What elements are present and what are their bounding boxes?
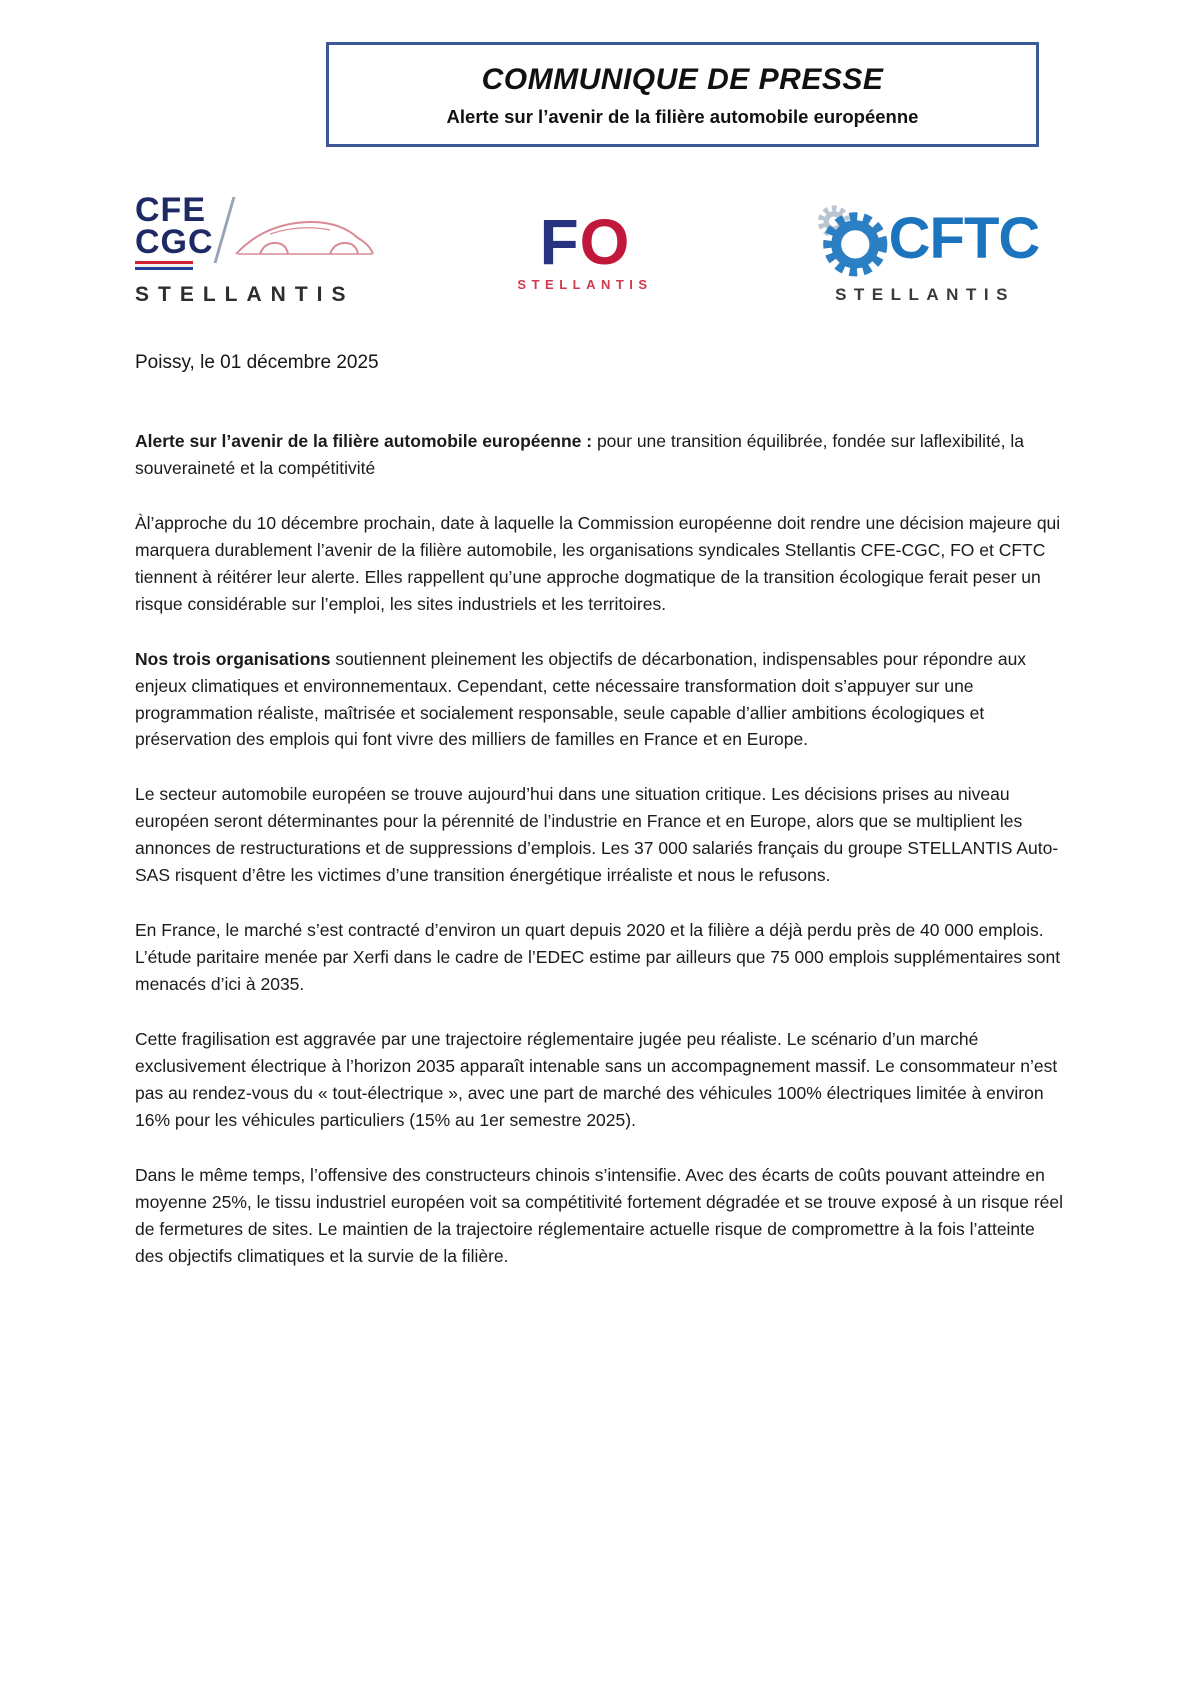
cfe-text: CFE <box>135 190 206 229</box>
cftc-mark <box>785 197 1065 281</box>
fo-letters <box>510 206 660 278</box>
fo-letter-f: F <box>539 206 580 278</box>
body-paragraph <box>135 781 1065 889</box>
document-subtitle: Alerte sur l’avenir de la filière automobile européenne <box>446 106 919 127</box>
gear-icon <box>811 197 895 281</box>
fo-letter-o: O <box>579 206 631 278</box>
stellantis-wordmark: STELLANTIS <box>135 283 355 307</box>
paragraph-text: Àl’approche du 10 décembre prochain, date à laquelle la Commission européenne doit rendre une décision majeure qui marquera durablement l’avenir de la filière automobile, les organisations syndicales Stellantis CFE-CGC, FO et CFTC tiennent à réitérer leur alerte. Elles rappellent qu’une approche dogmatique de la transition écologique ferait peser un risque considérable sur l’emploi, les sites industriels et les territoires. <box>135 512 1061 614</box>
cftc-stellantis-logo <box>785 197 1065 305</box>
logos-row <box>135 180 1065 322</box>
paragraph-text: Le secteur automobile européen se trouve aujourd’hui dans une situation critique. Les décisions prises au niveau européen seront déterminantes pour la pérennité de l’industrie en France et en Europe, alors que se multiplient les annonces de restructurations et de suppressions d’emplois. Les 37 000 salariés français du groupe STELLANTIS Auto-SAS risquent d’être les victimes d’une transition énergétique irréaliste et nous le refusons. <box>135 784 1059 886</box>
body-paragraph <box>135 1026 1065 1134</box>
paragraph-lead-bold: Alerte sur l’avenir de la filière automobile européenne : <box>135 431 593 451</box>
document-body <box>135 428 1065 1269</box>
paragraph-text: soutiennent pleinement les objectifs de décarbonation, indispensables pour répondre aux enjeux climatiques et environnementaux. Cependant, cette nécessaire transformation doit s’appuyer sur une programmation réaliste, maîtrisée et socialement responsable, seule capable d’allier ambitions écologiques et préservation des emplois qui font vivre des milliers de familles en France et en Europe. <box>135 648 1027 750</box>
stellantis-wordmark: STELLANTIS <box>517 277 653 292</box>
date-line: Poissy, le 01 décembre 2025 <box>135 352 379 373</box>
paragraph-text: En France, le marché s’est contracté d’environ un quart depuis 2020 et la filière a déjà perdu près de 40 000 emplois. L’étude paritaire menée par Xerfi dans le cadre de l’EDEC estime par ailleurs que 75 000 emplois supplémentaires sont menacés d’ici à 2035. <box>135 920 1061 994</box>
cftc-text: CFTC <box>888 206 1040 271</box>
paragraph-text: Dans le même temps, l’offensive des constructeurs chinois s’intensifie. Avec des écarts de coûts pouvant atteindre en moyenne 25%, le tissu industriel européen voit sa compétitivité fortement dégradée et se trouve exposé à un risque réel de fermetures de sites. Le maintien de la trajectoire réglementaire actuelle risque de compromettre à la fois l’atteinte des objectifs climatiques et la survie de la filière. <box>135 1164 1064 1266</box>
body-paragraph <box>135 428 1065 482</box>
paragraph-text: pour une transition équilibrée, fondée sur laflexibilité, la souveraineté et la compétitivité <box>135 431 1025 478</box>
cfe-cgc-letters <box>135 190 228 271</box>
fo-stellantis-logo <box>510 206 660 292</box>
cfe-cgc-mark <box>135 190 385 271</box>
header-box <box>326 42 1039 147</box>
document-title: COMMUNIQUE DE PRESSE <box>481 63 884 96</box>
body-paragraph <box>135 1162 1065 1270</box>
body-paragraph <box>135 917 1065 998</box>
stellantis-wordmark: STELLANTIS <box>835 285 1015 304</box>
paragraph-lead-bold: Nos trois organisations <box>135 648 331 669</box>
car-sketch-icon <box>230 208 380 270</box>
paragraph-text: Cette fragilisation est aggravée par une trajectoire réglementaire jugée peu réaliste. Le scénario d’un marché exclusivement électrique à l’horizon 2035 apparaît intenable sans un accompagnement massif. Le consommateur n’est pas au rendez-vous du « tout-électrique », avec une part de marché des véhicules 100% électriques limitée à environ 16% pour les véhicules particuliers (15% au 1er semestre 2025). <box>135 1028 1058 1130</box>
cgc-text: CGC <box>135 222 214 261</box>
cfe-cgc-stellantis-logo <box>135 190 385 308</box>
body-paragraph <box>135 646 1065 754</box>
body-paragraph <box>135 510 1065 618</box>
tricolor-stripes <box>135 261 193 270</box>
